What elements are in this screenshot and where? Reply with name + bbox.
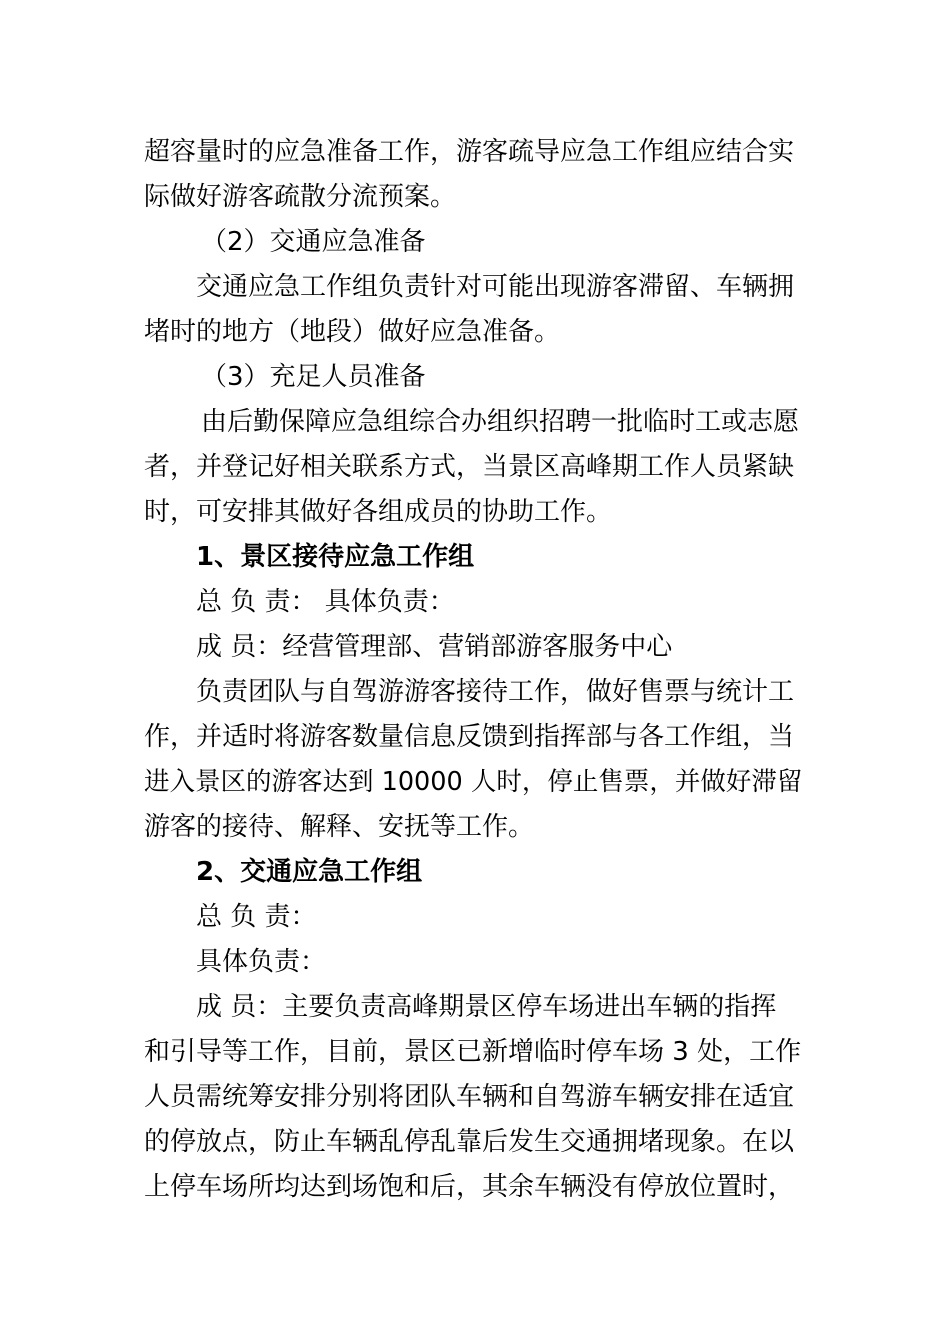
paragraph-line: 者，并登记好相关联系方式，当景区高峰期工作人员紧缺 <box>144 452 795 482</box>
field-line: 总 负 责： <box>196 902 317 932</box>
section-heading-traffic: 2、交通应急工作组 <box>196 857 423 887</box>
paragraph-line: 超容量时的应急准备工作，游客疏导应急工作组应结合实 <box>144 137 795 167</box>
field-line: 具体负责： <box>196 947 327 977</box>
paragraph-line: 游客的接待、解释、安抚等工作。 <box>144 812 535 842</box>
paragraph-line: 进入景区的游客达到 10000 人时，停止售票，并做好滞留 <box>144 767 803 797</box>
section-heading-reception: 1、景区接待应急工作组 <box>196 542 475 572</box>
paragraph-line: 上停车场所均达到场饱和后，其余车辆没有停放位置时， <box>144 1172 795 1202</box>
subheading-staff-prep: （3）充足人员准备 <box>201 362 426 392</box>
paragraph-line: 作，并适时将游客数量信息反馈到指挥部与各工作组，当 <box>144 722 795 752</box>
subheading-traffic-prep: （2）交通应急准备 <box>201 227 426 257</box>
paragraph-line: 际做好游客疏散分流预案。 <box>144 182 457 212</box>
field-line: 总 负 责： 具体负责： <box>196 587 455 617</box>
paragraph-line: 负责团队与自驾游游客接待工作，做好售票与统计工 <box>196 677 795 707</box>
paragraph-line: 和引导等工作，目前，景区已新增临时停车场 3 处，工作 <box>144 1037 802 1067</box>
paragraph-line: 时，可安排其做好各组成员的协助工作。 <box>144 497 613 527</box>
paragraph-line: 的停放点，防止车辆乱停乱靠后发生交通拥堵现象。在以 <box>144 1127 795 1157</box>
field-line: 成 员：主要负责高峰期景区停车场进出车辆的指挥 <box>196 992 777 1022</box>
paragraph-line: 交通应急工作组负责针对可能出现游客滞留、车辆拥 <box>196 272 795 302</box>
field-line: 成 员：经营管理部、营销部游客服务中心 <box>196 632 673 662</box>
paragraph-line: 人员需统筹安排分别将团队车辆和自驾游车辆安排在适宜 <box>144 1082 795 1112</box>
paragraph-line: 堵时的地方（地段）做好应急准备。 <box>144 317 561 347</box>
paragraph-line: 由后勤保障应急组综合办组织招聘一批临时工或志愿 <box>201 407 800 437</box>
